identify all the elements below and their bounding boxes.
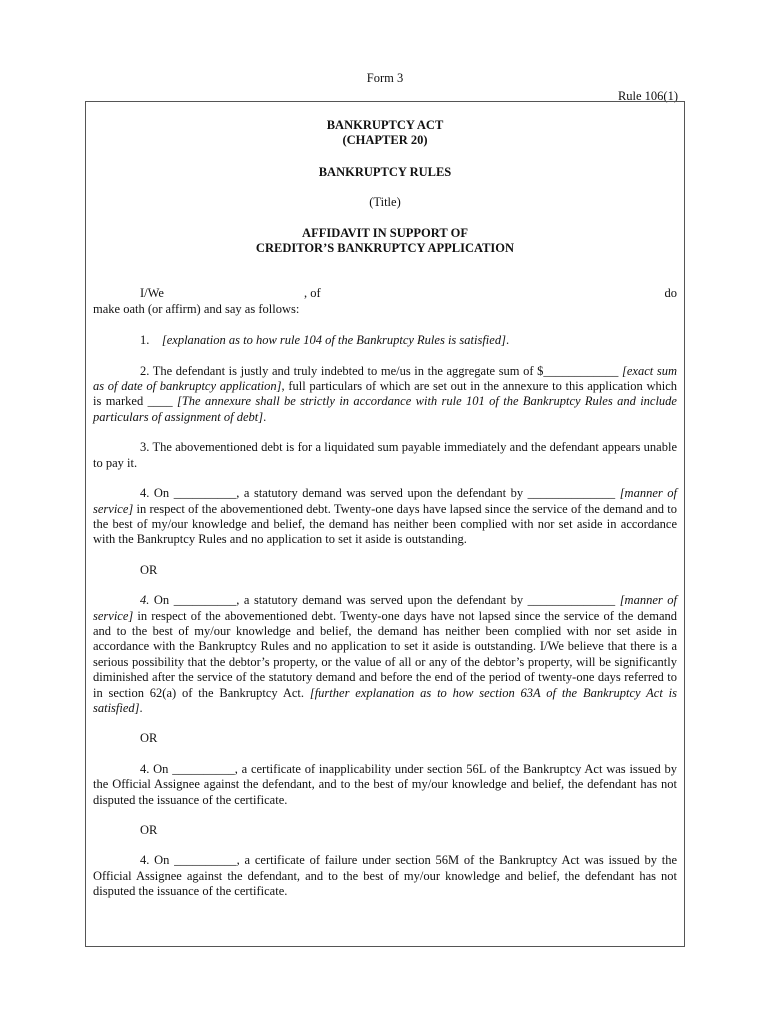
or-separator-3: OR	[140, 823, 158, 837]
paragraph-4b-b: [manner of service]	[93, 593, 677, 623]
intro-line	[93, 286, 677, 301]
paragraph-4b-e: .	[139, 700, 143, 715]
rules-title: BANKRUPTCY RULES	[318, 164, 452, 179]
form-number: Form 3	[366, 71, 404, 85]
affidavit-heading-line1: AFFIDAVIT IN SUPPORT OF	[302, 225, 468, 240]
do-label: do	[664, 286, 677, 301]
paragraph-2-b: [exact sum as of date of bankruptcy application]	[93, 363, 677, 394]
paragraph-2	[93, 364, 677, 426]
paragraph-3: 3. The abovementioned debt is for a liquidated sum payable immediately and the defendant appears unable to pay it.	[93, 440, 677, 470]
paragraph-2-e: .	[263, 409, 267, 424]
paragraph-4c: 4. On __________, a certificate of inapplicability under section 56L of the Bankruptcy Act was issued by the Official Assignee against the defendant, and to the best of my/our knowledge and belief, the defendant has not disputed the issuance of the certificate.	[93, 761, 677, 807]
paragraph-4a	[93, 486, 677, 548]
paragraph-4a-a: 4. On __________, a statutory demand was served upon the defendant by ______________	[140, 486, 620, 501]
paragraph-4a-b: [manner of service]	[93, 486, 677, 516]
title-placeholder: (Title)	[369, 195, 401, 210]
paragraph-1	[93, 333, 677, 348]
paragraph-4d: 4. On __________, a certificate of failure under section 56M of the Bankruptcy Act was issued by the Official Assignee against the defendant, and to the best of my/our knowledge and belief, the defendant has not disputed the issuance of the certificate.	[93, 853, 677, 899]
paragraph-4b	[93, 593, 677, 716]
rule-number: Rule 106(1)	[617, 89, 678, 103]
document-body	[93, 118, 677, 900]
affidavit-heading-line2: CREDITOR’S BANKRUPTCY APPLICATION	[255, 241, 515, 256]
or-separator-2: OR	[140, 731, 158, 746]
iwe-label: I/We	[140, 286, 164, 301]
intro-continuation: make oath (or affirm) and say as follows:	[93, 301, 300, 316]
act-title: BANKRUPTCY ACT	[326, 118, 444, 132]
paragraph-1-number: 1.	[140, 333, 150, 348]
paragraph-4b-number: 4.	[140, 593, 150, 608]
paragraph-2-d: [The annexure shall be strictly in accordance with rule 101 of the Bankruptcy Rules and include particulars of assignment of debt]	[93, 394, 677, 424]
paragraph-2-a: 2. The defendant is justly and truly indebted to me/us in the aggregate sum of $____________	[140, 363, 623, 378]
paragraph-4b-a: On __________, a statutory demand was served upon the defendant by ______________	[149, 593, 620, 608]
paragraph-1-end: .	[505, 333, 510, 348]
of-label: , of	[303, 286, 321, 301]
paragraph-4b-d: [further explanation as to how section 63A of the Bankruptcy Act is satisfied]	[93, 685, 677, 715]
paragraph-4a-c: in respect of the abovementioned debt. Twenty-one days have lapsed since the service of the demand and to the best of my/our knowledge and belief, the demand has neither been complied with nor set aside in accordance with the Bankruptcy Rules and no application to set it aside is outstanding.	[93, 501, 677, 547]
or-separator-1: OR	[140, 562, 158, 577]
paragraph-1-text: [explanation as to how rule 104 of the Bankruptcy Rules is satisfied]	[161, 333, 506, 348]
chapter-title: (CHAPTER 20)	[342, 133, 428, 148]
paragraph-2-c: , full particulars of which are set out in the annexure to this application which is marked ____	[93, 379, 677, 409]
paragraph-4b-c: in respect of the abovementioned debt. Twenty-one days have not lapsed since the service of the demand and to the best of my/our knowledge and belief, the demand has neither been complied with nor set aside in accordance with the Bankruptcy Rules and no application to set it aside is outstanding. I/We believe that there is a serious possibility that the debtor’s property, or the value of all or any of the debtor’s property, will be significantly diminished after the service of the statutory demand and before the end of the period of twenty-one days referred to in section 62(a) of the Bankruptcy Act.	[93, 608, 677, 700]
